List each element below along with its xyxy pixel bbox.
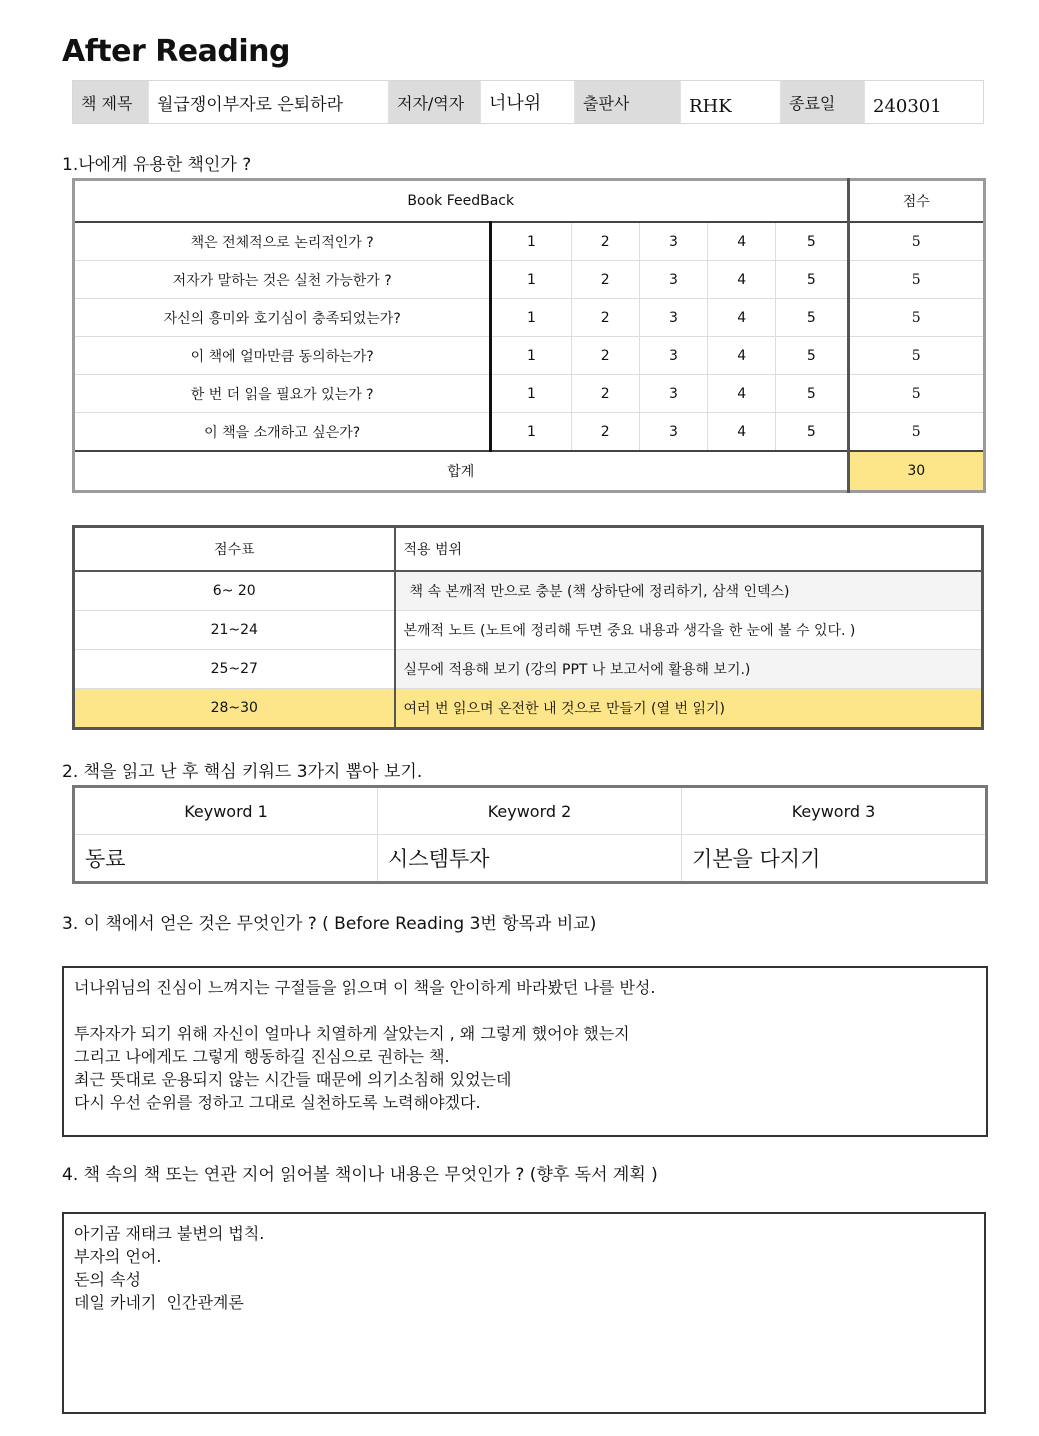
text-line: 부자의 언어. — [74, 1247, 162, 1266]
scale-option: 5 — [776, 375, 848, 413]
score-guide-col2: 적용 범위 — [395, 527, 983, 572]
keyword-value: 기본을 다지기 — [691, 847, 821, 871]
text-line: 아기곰 재태크 불변의 법칙. — [74, 1224, 265, 1243]
question-text: 한 번 더 읽을 필요가 있는가 ? — [74, 375, 491, 413]
keyword-table — [72, 785, 988, 884]
score-range-desc: 실무에 적용해 보기 (강의 PPT 나 보고서에 활용해 보기.) — [395, 650, 983, 689]
scale-option: 2 — [571, 337, 639, 375]
score-range: 25~27 — [74, 650, 395, 689]
author-label: 저자/역자 — [389, 81, 481, 123]
keyword-value: 동료 — [74, 835, 378, 883]
text-line: 최근 뜻대로 운용되지 않는 시간들 때문에 의기소침해 있었는데 — [74, 1070, 512, 1089]
score-range: 21~24 — [74, 611, 395, 650]
end-date-label: 종료일 — [781, 81, 865, 123]
scale-option: 5 — [776, 337, 848, 375]
table-row — [74, 299, 985, 337]
question-text: 이 책을 소개하고 싶은가? — [74, 413, 491, 452]
scale-option: 2 — [571, 299, 639, 337]
scale-option: 1 — [491, 375, 571, 413]
page-title: After Reading — [62, 34, 290, 69]
table-row — [74, 571, 983, 611]
author-value: 너나위 — [481, 81, 575, 123]
book-title-label: 책 제목 — [73, 81, 149, 123]
question-text: 자신의 흥미와 호기심이 충족되었는가? — [74, 299, 491, 337]
book-info-bar — [72, 80, 984, 124]
section4-heading: 4. 책 속의 책 또는 연관 지어 읽어볼 책이나 내용은 무엇인가 ? (향후 독서 계획 ) — [62, 1165, 658, 1185]
scale-option: 3 — [639, 261, 707, 299]
scale-option: 1 — [491, 222, 571, 261]
scale-option: 5 — [776, 299, 848, 337]
section1-heading: 1.나에게 유용한 책인가 ? — [62, 155, 252, 175]
score-range-desc: 책 속 본깨적 만으로 충분 (책 상하단에 정리하기, 삼색 인덱스) — [395, 571, 983, 611]
question-text: 책은 전체적으로 논리적인가 ? — [74, 222, 491, 261]
section2-heading: 2. 책을 읽고 난 후 핵심 키워드 3가지 뽑아 보기. — [62, 762, 423, 782]
score-range: 6~ 20 — [74, 571, 395, 611]
question-score: 5 — [848, 261, 985, 299]
question-score: 5 — [848, 337, 985, 375]
book-feedback-table — [72, 178, 986, 493]
scale-option: 4 — [708, 375, 776, 413]
question-text: 저자가 말하는 것은 실천 가능한가 ? — [74, 261, 491, 299]
total-score: 30 — [848, 451, 985, 492]
scale-option: 2 — [571, 375, 639, 413]
scale-option: 5 — [776, 413, 848, 452]
score-header: 점수 — [848, 180, 985, 223]
question-score: 5 — [848, 222, 985, 261]
score-guide-col1: 점수표 — [74, 527, 395, 572]
keyword-label: Keyword 2 — [378, 787, 682, 835]
text-line: 데일 카네기 인간관계론 — [74, 1293, 244, 1312]
scale-option: 1 — [491, 299, 571, 337]
question-score: 5 — [848, 413, 985, 452]
score-range-desc: 여러 번 읽으며 온전한 내 것으로 만들기 (열 번 읽기) — [395, 689, 983, 729]
scale-option: 1 — [491, 413, 571, 452]
score-guide-table — [72, 525, 984, 730]
score-range: 28~30 — [74, 689, 395, 729]
keyword-label: Keyword 3 — [681, 787, 986, 835]
feedback-header: Book FeedBack — [74, 180, 849, 223]
scale-option: 4 — [708, 413, 776, 452]
table-row — [74, 689, 983, 729]
text-line: 너나위님의 진심이 느껴지는 구절들을 읽으며 이 책을 안이하게 바라봤던 나를 반성. — [74, 978, 656, 997]
score-range-desc: 본깨적 노트 (노트에 정리해 두면 중요 내용과 생각을 한 눈에 볼 수 있다. ) — [395, 611, 983, 650]
scale-option: 1 — [491, 261, 571, 299]
section3-heading: 3. 이 책에서 얻은 것은 무엇인가 ? ( Before Reading 3번 항목과 비교) — [62, 914, 597, 934]
scale-option: 3 — [639, 222, 707, 261]
scale-option: 1 — [491, 337, 571, 375]
scale-option: 2 — [571, 222, 639, 261]
keyword-label: Keyword 1 — [74, 787, 378, 835]
scale-option: 4 — [708, 222, 776, 261]
table-row — [74, 375, 985, 413]
question-text: 이 책에 얼마만큼 동의하는가? — [74, 337, 491, 375]
scale-option: 3 — [639, 375, 707, 413]
table-row — [74, 261, 985, 299]
end-date-value: 240301 — [865, 81, 983, 123]
text-line: 돈의 속성 — [74, 1270, 141, 1289]
table-row — [74, 222, 985, 261]
reading-plan-box — [62, 1212, 986, 1414]
total-label: 합계 — [74, 451, 849, 492]
book-title-value: 월급쟁이부자로 은퇴하라 — [149, 81, 389, 123]
scale-option: 4 — [708, 299, 776, 337]
text-line: 그리고 나에게도 그렇게 행동하길 진심으로 권하는 책. — [74, 1047, 450, 1066]
question-score: 5 — [848, 299, 985, 337]
table-row — [74, 650, 983, 689]
text-line: 투자자가 되기 위해 자신이 얼마나 치열하게 살았는지 , 왜 그렇게 했어야 했는지 — [74, 1024, 630, 1043]
gained-text-box — [62, 966, 988, 1137]
scale-option: 4 — [708, 261, 776, 299]
keyword-value: 시스템투자 — [378, 835, 682, 883]
scale-option: 2 — [571, 413, 639, 452]
text-line: 다시 우선 순위를 정하고 그대로 실천하도록 노력해야겠다. — [74, 1093, 481, 1112]
scale-option: 3 — [639, 413, 707, 452]
table-row — [74, 337, 985, 375]
scale-option: 5 — [776, 261, 848, 299]
publisher-label: 출판사 — [575, 81, 681, 123]
scale-option: 5 — [776, 222, 848, 261]
scale-option: 3 — [639, 299, 707, 337]
publisher-value: RHK — [681, 81, 781, 123]
scale-option: 2 — [571, 261, 639, 299]
scale-option: 3 — [639, 337, 707, 375]
question-score: 5 — [848, 375, 985, 413]
table-row — [74, 413, 985, 452]
scale-option: 4 — [708, 337, 776, 375]
table-row — [74, 611, 983, 650]
